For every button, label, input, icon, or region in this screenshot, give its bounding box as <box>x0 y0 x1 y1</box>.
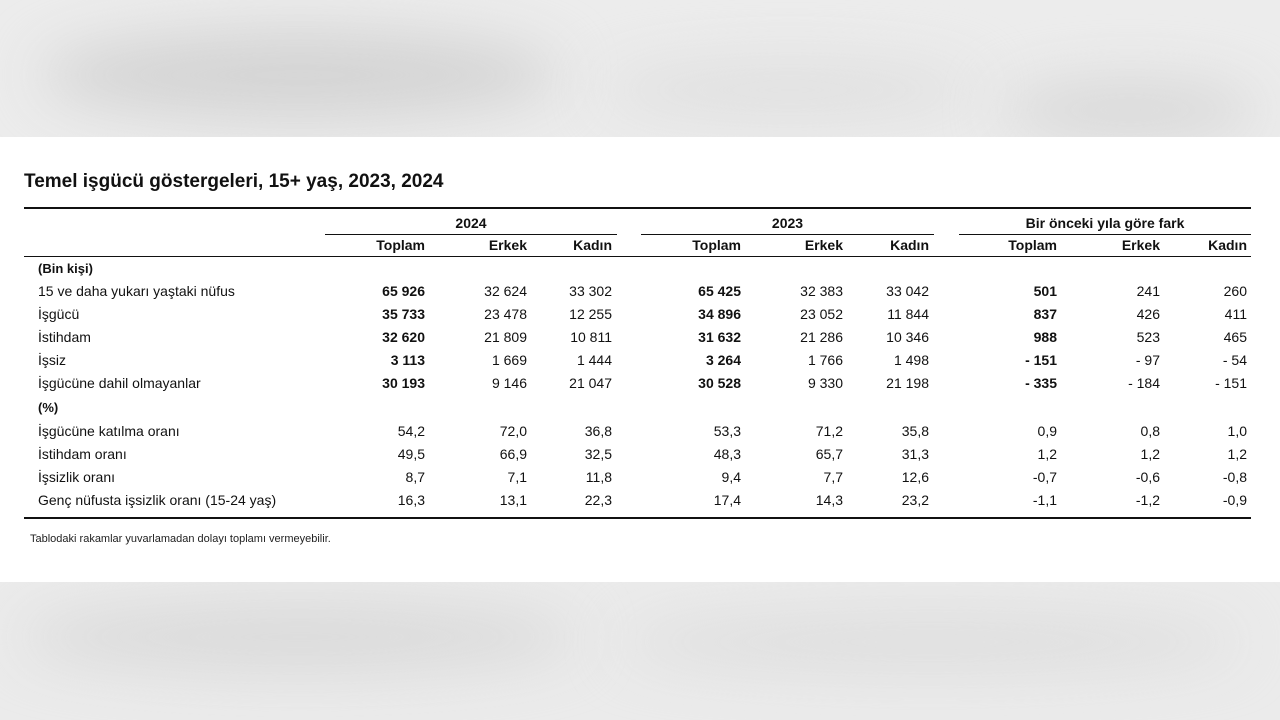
table-panel <box>0 137 1280 582</box>
table-cell: 65 425 <box>698 283 741 299</box>
table-cell: - 151 <box>1215 375 1247 391</box>
column-group-header: 2023 <box>771 215 804 231</box>
row-label: İşgücüne katılma oranı <box>38 423 180 439</box>
row-label: İşsiz <box>38 352 66 368</box>
table-cell: 10 346 <box>886 329 929 345</box>
table-cell: -0,7 <box>1032 469 1057 485</box>
table-cell: 33 042 <box>886 283 929 299</box>
table-cell: 54,2 <box>397 423 425 439</box>
table-cell: 30 193 <box>382 375 425 391</box>
table-cell: 17,4 <box>713 492 741 508</box>
table-cell: 34 896 <box>698 306 741 322</box>
table-cell: 31,3 <box>901 446 929 462</box>
sub-header: Erkek <box>488 237 527 253</box>
table-cell: 241 <box>1136 283 1160 299</box>
row-label: İstihdam <box>38 329 91 345</box>
table-cell: 32 624 <box>484 283 527 299</box>
table-cell: 22,3 <box>584 492 612 508</box>
sub-header: Kadın <box>1208 237 1247 253</box>
table-cell: 36,8 <box>584 423 612 439</box>
table-cell: -0,8 <box>1222 469 1247 485</box>
row-label: İşsizlik oranı <box>38 469 116 485</box>
table-cell: -0,6 <box>1135 469 1160 485</box>
column-group-header: Bir önceki yıla göre fark <box>1025 215 1185 231</box>
table-cell: 35 733 <box>382 306 425 322</box>
blurred-bottom-area <box>0 582 1280 720</box>
table-cell: 33 302 <box>569 283 612 299</box>
table-cell: 23,2 <box>901 492 929 508</box>
table-cell: - 184 <box>1128 375 1160 391</box>
table-cell: 48,3 <box>713 446 741 462</box>
table-cell: 1,0 <box>1227 423 1247 439</box>
sub-header: Erkek <box>804 237 843 253</box>
table-cell: 501 <box>1033 283 1057 299</box>
table-cell: 0,9 <box>1037 423 1057 439</box>
table-cell: 3 264 <box>705 352 741 368</box>
table-cell: 7,7 <box>823 469 843 485</box>
table-cell: 1 669 <box>491 352 527 368</box>
table-cell: 65,7 <box>815 446 843 462</box>
row-label: İşgücü <box>38 306 80 322</box>
table-cell: 3 113 <box>390 352 425 368</box>
table-cell: 8,7 <box>405 469 425 485</box>
group-underline <box>641 234 934 235</box>
row-label: 15 ve daha yukarı yaştaki nüfus <box>38 283 235 299</box>
table-cell: 1,2 <box>1140 446 1160 462</box>
row-label: Genç nüfusta işsizlik oranı (15-24 yaş) <box>38 492 277 508</box>
sub-header: Toplam <box>376 237 425 253</box>
table-cell: 21 198 <box>886 375 929 391</box>
table-cell: 1,2 <box>1037 446 1057 462</box>
table-cell: 14,3 <box>815 492 843 508</box>
table-cell: 523 <box>1136 329 1160 345</box>
section-label: (%) <box>38 400 59 415</box>
table-cell: 35,8 <box>901 423 929 439</box>
table-cell: 21 047 <box>569 375 612 391</box>
table-cell: 1 766 <box>807 352 843 368</box>
table-title: Temel işgücü göstergeleri, 15+ yaş, 2023, 2024 <box>24 171 444 192</box>
table-cell: 0,8 <box>1140 423 1160 439</box>
table-cell: 21 809 <box>484 329 527 345</box>
column-group-header: 2024 <box>455 215 487 231</box>
table-cell: 65 926 <box>382 283 425 299</box>
table-cell: 837 <box>1033 306 1057 322</box>
blurred-top-area <box>0 0 1280 137</box>
sub-header: Toplam <box>692 237 741 253</box>
table-cell: 32,5 <box>584 446 612 462</box>
bottom-rule <box>24 517 1251 519</box>
table-cell: -1,2 <box>1135 492 1160 508</box>
group-underline <box>325 234 617 235</box>
table-cell: 12 255 <box>569 306 612 322</box>
table-cell: -1,1 <box>1032 492 1057 508</box>
table-cell: 1,2 <box>1227 446 1247 462</box>
table-cell: 10 811 <box>570 329 612 345</box>
table-cell: 465 <box>1223 329 1247 345</box>
table-cell: - 151 <box>1025 352 1057 368</box>
table-cell: 1 498 <box>893 352 929 368</box>
row-label: İstihdam oranı <box>38 446 127 462</box>
table-cell: 988 <box>1033 329 1057 345</box>
table-cell: 71,2 <box>815 423 843 439</box>
table-cell: 32 620 <box>382 329 425 345</box>
table-cell: 23 052 <box>800 306 843 322</box>
table-cell: 49,5 <box>397 446 425 462</box>
sub-header: Toplam <box>1008 237 1057 253</box>
sub-header: Kadın <box>890 237 929 253</box>
table-cell: -0,9 <box>1222 492 1247 508</box>
table-cell: 31 632 <box>698 329 741 345</box>
table-cell: 72,0 <box>499 423 527 439</box>
table-cell: 260 <box>1223 283 1247 299</box>
table-cell: 53,3 <box>713 423 741 439</box>
table-cell: 30 528 <box>698 375 741 391</box>
table-cell: 23 478 <box>484 306 527 322</box>
table-cell: 32 383 <box>800 283 843 299</box>
section-label: (Bin kişi) <box>38 261 93 276</box>
table-cell: - 54 <box>1222 352 1247 368</box>
table-cell: 9,4 <box>721 469 741 485</box>
footnote: Tablodaki rakamlar yuvarlamadan dolayı toplamı vermeyebilir. <box>30 533 331 545</box>
table-cell: 66,9 <box>499 446 527 462</box>
table-cell: - 335 <box>1025 375 1057 391</box>
group-underline <box>959 234 1251 235</box>
row-label: İşgücüne dahil olmayanlar <box>38 375 201 391</box>
table-cell: 13,1 <box>499 492 527 508</box>
sub-header: Kadın <box>573 237 612 253</box>
table-cell: 21 286 <box>800 329 843 345</box>
table-cell: 9 146 <box>491 375 527 391</box>
top-rule <box>24 207 1251 209</box>
table-cell: 411 <box>1224 306 1247 322</box>
table-cell: 7,1 <box>507 469 527 485</box>
table-cell: 426 <box>1136 306 1160 322</box>
table-cell: 11,8 <box>585 469 612 485</box>
table-cell: - 97 <box>1135 352 1160 368</box>
table-cell: 9 330 <box>807 375 843 391</box>
header-rule <box>24 256 1251 257</box>
table-cell: 1 444 <box>576 352 612 368</box>
table-cell: 12,6 <box>901 469 929 485</box>
table-cell: 11 844 <box>887 306 929 322</box>
sub-header: Erkek <box>1121 237 1160 253</box>
table-cell: 16,3 <box>397 492 425 508</box>
